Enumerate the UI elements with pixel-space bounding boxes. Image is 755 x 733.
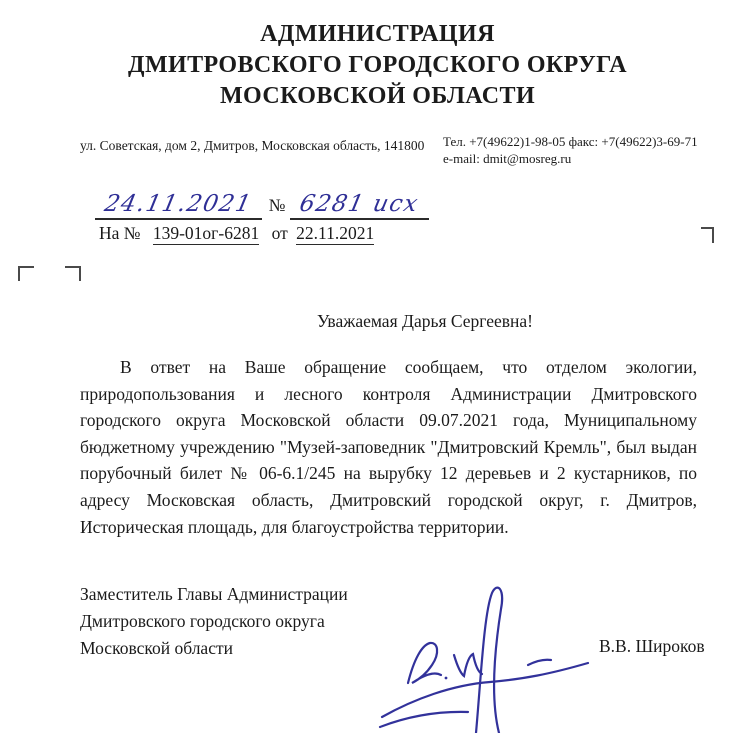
reference-date: 22.11.2021 [296,223,375,243]
signature-scribble-icon [378,585,603,733]
number-sign: № [268,195,286,215]
reference-from-label: от [271,223,288,243]
sender-address: ул. Советская, дом 2, Дмитров, Московская область, 141800 [80,138,425,153]
signer-title-line-1: Заместитель Главы Администрации [80,584,348,604]
reference-row [95,223,429,244]
reference-number: 139-01ог-6281 [152,223,260,243]
letterhead-line-1: АДМИНИСТРАЦИЯ [260,21,495,47]
addressee-corner-mark-left-icon [18,266,34,281]
salutation: Уважаемая Дарья Сергеевна! [317,311,533,331]
handwritten-number: 6281 исх [297,191,422,217]
letterhead-line-2: ДМИТРОВСКОГО ГОРОДСКОГО ОКРУГА [128,52,627,78]
stamp-corner-mark-icon [701,227,714,243]
reference-prefix: На № [99,223,141,243]
signer-title-line-2: Дмитровского городского округа [80,611,325,631]
sender-email: e-mail: dmit@mosreg.ru [443,151,572,166]
requisites-block [95,191,429,244]
date-field [95,191,262,220]
letterhead-line-3: МОСКОВСКОЙ ОБЛАСТИ [219,83,536,109]
signer-title-line-3: Московской области [80,638,233,658]
signer-name: В.В. Широков [599,636,705,656]
letter-body-paragraph: В ответ на Ваше обращение сообщаем, что отделом экологии, природопользования и лесного контроля Администрации Дмитровского городского округа Московской области 09.07.2021 года, Муниципальному бюджетному учреждению "Музей-заповедник "Дмитровский Кремль", был выдан порубочный билет № 06-6.1/245 на вырубку 12 деревьев и 2 кустарников, по адресу Московская область, Дмитровский городской округ, г. Дмитров, Историческая площадь, для благоустройства территории. [80,357,697,537]
outgoing-number-row [95,191,429,220]
addressee-corner-mark-right-icon [65,266,81,281]
handwritten-date: 24.11.2021 [102,191,255,217]
number-field [290,191,429,220]
sender-contacts [443,133,743,167]
sender-phone-fax: Тел. +7(49622)1-98-05 факс: +7(49622)3-69-71 [443,134,698,149]
signer-title-block [80,581,348,662]
letterhead [0,19,755,112]
